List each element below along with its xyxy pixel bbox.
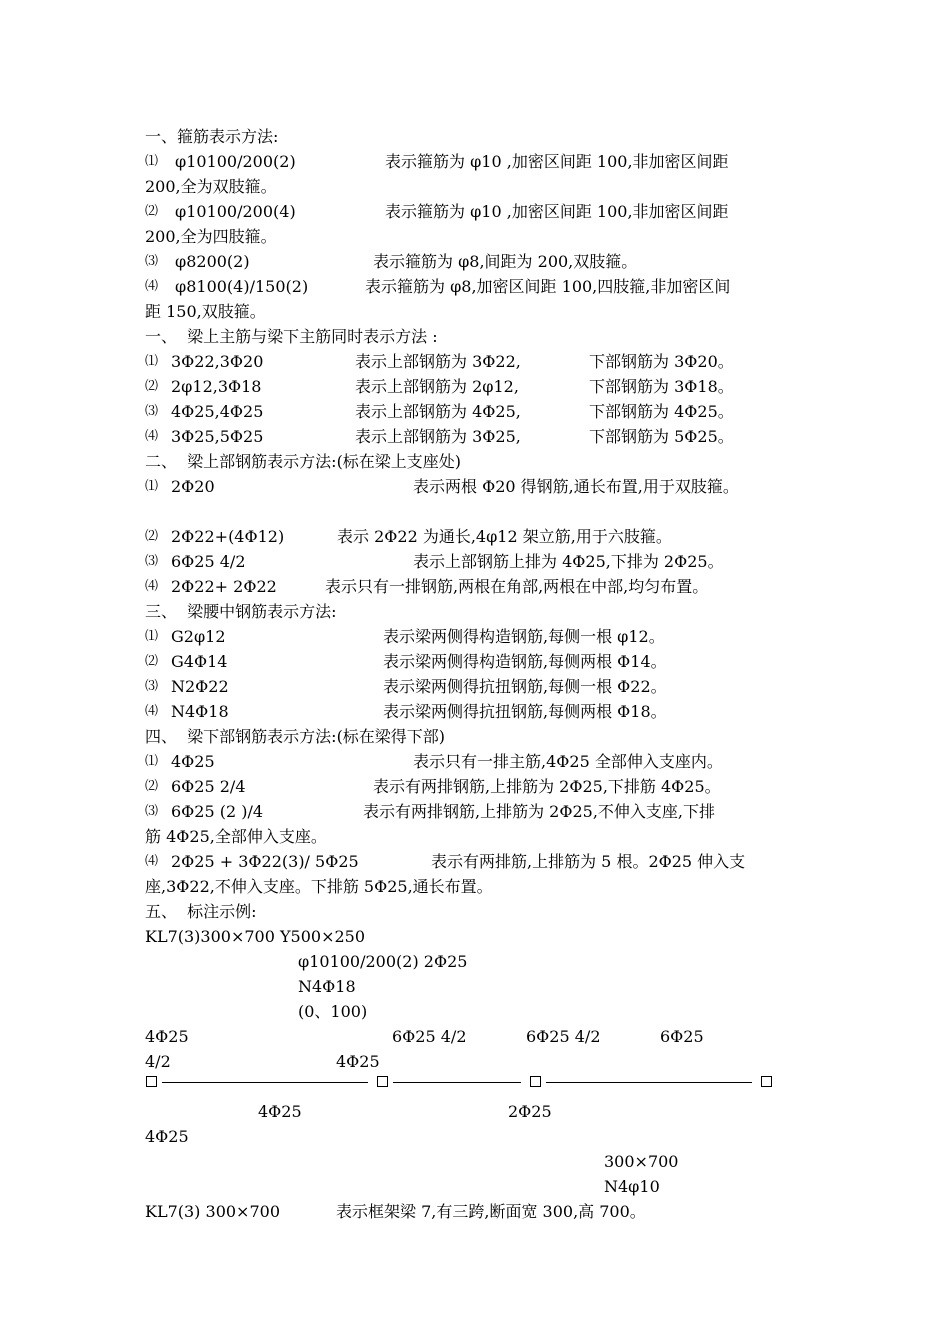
list-item: ⑵ 2φ12,3Φ18 表示上部钢筋为 2φ12, 下部钢筋为 3Φ18。 bbox=[145, 377, 734, 396]
list-item: ⑵ G4Φ14 表示梁两侧得构造钢筋,每侧两根 Φ14。 bbox=[145, 652, 667, 671]
list-item: ⑶ 6Φ25 (2 )/4 表示有两排钢筋,上排筋为 2Φ25,不伸入支座,下排 bbox=[145, 802, 716, 821]
list-item: ⑴ G2φ12 表示梁两侧得构造钢筋,每侧一根 φ12。 bbox=[145, 627, 665, 646]
list-item: ⑷ N4Φ18 表示梁两侧得抗扭钢筋,每侧两根 Φ18。 bbox=[145, 702, 667, 721]
stirrup-label: φ10100/200(2) 2Φ25 bbox=[298, 952, 468, 971]
section-title: 一、 梁上主筋与梁下主筋同时表示方法 : bbox=[145, 327, 438, 346]
list-item: ⑴ 2Φ20 表示两根 Φ20 得钢筋,通长布置,用于双肢箍。 bbox=[145, 477, 739, 496]
section-title: 四、 梁下部钢筋表示方法:(标在梁得下部) bbox=[145, 727, 446, 746]
span-line bbox=[546, 1082, 752, 1083]
list-item: ⑶ φ8200(2) 表示箍筋为 φ8,间距为 200,双肢箍。 bbox=[145, 252, 638, 271]
list-item-cont: 座,3Φ22,不伸入支座。下排筋 5Φ25,通长布置。 bbox=[145, 877, 493, 896]
list-item: ⑴ 3Φ22,3Φ20 表示上部钢筋为 3Φ22, 下部钢筋为 3Φ20。 bbox=[145, 352, 734, 371]
offset-label: (0、100) bbox=[298, 1002, 368, 1021]
section-title: 二、 梁上部钢筋表示方法:(标在梁上支座处) bbox=[145, 452, 462, 471]
support-box bbox=[761, 1076, 772, 1087]
section-title: 三、 梁腰中钢筋表示方法: bbox=[145, 602, 337, 621]
section-size: 300×700 bbox=[604, 1152, 679, 1171]
list-item: ⑵ φ10100/200(4) 表示箍筋为 φ10 ,加密区间距 100,非加密区间距 bbox=[145, 202, 729, 221]
list-item: ⑴ φ10100/200(2) 表示箍筋为 φ10 ,加密区间距 100,非加密区间距 bbox=[145, 152, 729, 171]
list-item: ⑶ 6Φ25 4/2 表示上部钢筋上排为 4Φ25,下排为 2Φ25。 bbox=[145, 552, 724, 571]
support-box bbox=[377, 1076, 388, 1087]
top-bar-left: 4Φ25 bbox=[145, 1027, 189, 1046]
list-item-cont: 距 150,双肢箍。 bbox=[145, 302, 266, 321]
list-item: ⑴ 4Φ25 表示只有一排主筋,4Φ25 全部伸入支座内。 bbox=[145, 752, 723, 771]
list-item-cont: 筋 4Φ25,全部伸入支座。 bbox=[145, 827, 327, 846]
span-line bbox=[393, 1082, 521, 1083]
section-waist: N4φ10 bbox=[604, 1177, 660, 1196]
list-item: ⑷ 2Φ25 + 3Φ22(3)/ 5Φ25 表示有两排筋,上排筋为 5 根。2Φ25 伸入支 bbox=[145, 852, 746, 871]
list-item: ⑶ N2Φ22 表示梁两侧得抗扭钢筋,每侧一根 Φ22。 bbox=[145, 677, 667, 696]
section-title: 一、箍筋表示方法: bbox=[145, 127, 279, 146]
list-item: ⑵ 2Φ22+(4Φ12) 表示 2Φ22 为通长,4φ12 架立筋,用于六肢箍。 bbox=[145, 527, 672, 546]
list-item: ⑷ φ8100(4)/150(2) 表示箍筋为 φ8,加密区间距 100,四肢箍,非加密区间 bbox=[145, 277, 731, 296]
beam-label: KL7(3)300×700 Y500×250 bbox=[145, 927, 366, 946]
section-title: 五、 标注示例: bbox=[145, 902, 257, 921]
list-item-cont: 200,全为四肢箍。 bbox=[145, 227, 277, 246]
list-item: ⑷ 2Φ22+ 2Φ22 表示只有一排钢筋,两根在角部,两根在中部,均匀布置。 bbox=[145, 577, 709, 596]
top-bar-right: 6Φ25 bbox=[660, 1027, 704, 1046]
top-bar-right2: 4Φ25 bbox=[336, 1052, 380, 1071]
support-box bbox=[530, 1076, 541, 1087]
bottom-bar-1: 4Φ25 bbox=[258, 1102, 302, 1121]
bottom-bar-2: 2Φ25 bbox=[508, 1102, 552, 1121]
list-item: ⑵ 6Φ25 2/4 表示有两排钢筋,上排筋为 2Φ25,下排筋 4Φ25。 bbox=[145, 777, 721, 796]
support-box bbox=[146, 1076, 157, 1087]
top-bar-mid1: 6Φ25 4/2 bbox=[392, 1027, 467, 1046]
list-item: ⑷ 3Φ25,5Φ25 表示上部钢筋为 3Φ25, 下部钢筋为 5Φ25。 bbox=[145, 427, 734, 446]
top-bar-mid2: 6Φ25 4/2 bbox=[526, 1027, 601, 1046]
span-line bbox=[162, 1082, 368, 1083]
list-item: ⑶ 4Φ25,4Φ25 表示上部钢筋为 4Φ25, 下部钢筋为 4Φ25。 bbox=[145, 402, 734, 421]
summary-line: KL7(3) 300×700 表示框架梁 7,有三跨,断面宽 300,高 700。 bbox=[145, 1202, 646, 1221]
list-item-cont: 200,全为双肢箍。 bbox=[145, 177, 277, 196]
waist-label: N4Φ18 bbox=[298, 977, 356, 996]
top-bar-frac: 4/2 bbox=[145, 1052, 171, 1071]
bottom-bar-3: 4Φ25 bbox=[145, 1127, 189, 1146]
